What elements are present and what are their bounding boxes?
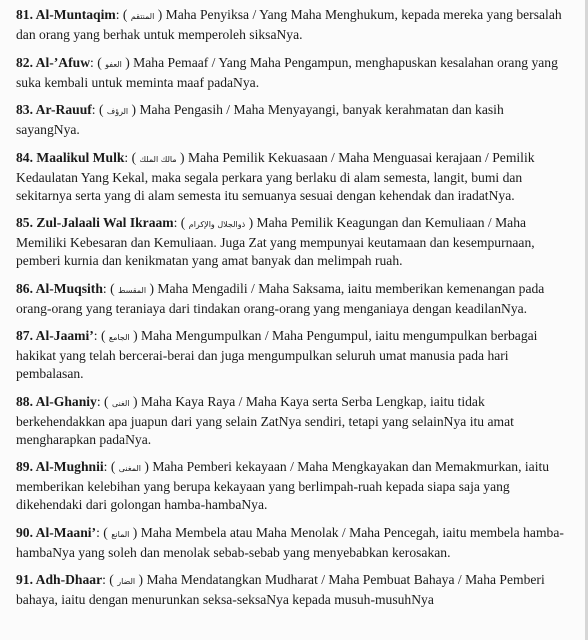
entry-name: Zul-Jalaali Wal Ikraam <box>36 215 174 230</box>
entry-title <box>16 394 97 409</box>
entry-description: Maha Membela atau Maha Menolak / Maha Pencegah, iaitu membela hamba-hambaNya yang soleh dan menolak sebab-sebab yang menyebabkan kerosakan. <box>16 524 564 560</box>
entry-name: Ar-Rauuf <box>35 102 92 117</box>
arabic-name: ذوالجلال والإكرام <box>188 220 246 229</box>
entry-title <box>16 55 90 70</box>
entry-title <box>16 328 94 343</box>
entry-number: 88. <box>16 393 33 409</box>
entry-number: 91. <box>16 572 33 587</box>
entry-name: Adh-Dhaar <box>35 572 103 587</box>
entry-number: 87. <box>16 328 33 343</box>
entry-description: Maha Pengasih / Maha Menyayangi, banyak kerahmatan dan kasih sayangNya. <box>16 102 504 137</box>
entry-title <box>16 572 102 587</box>
entry-number: 89. <box>16 459 33 474</box>
arabic-name: الجامع <box>108 333 130 342</box>
arabic-name: مالك الملك <box>139 154 177 164</box>
entry-description: Maha Mendatangkan Mudharat / Maha Pembuat Bahaya / Maha Pemberi bahaya, iaitu dengan menurunkan seksa-seksaNya kepada musuh-musuhNya <box>16 572 545 607</box>
entry-description: Maha Pemberi kekayaan / Maha Mengkayakan dan Memakmurkan, iaitu memberikan kelebihan yang berupa kekayaan yang berlimpah-ruah kepada siapa saja yang dikehendaki dari golongan hamba-hambaNya. <box>16 459 550 512</box>
entry-title <box>16 7 116 22</box>
entry-title <box>16 150 124 165</box>
entry-description: Maha Mengumpulkan / Maha Pengumpul, iaitu mengumpulkan berbagai hakikat yang telah bercerai-berai dan juga mengumpulkan seluruh umat manusia pada hari pembalasan. <box>16 328 538 381</box>
list-item: 87. Al-Jaami’: ( الجامع ) Maha Mengumpulkan / Maha Pengumpul, iaitu mengumpulkan berbagai hakikat yang telah bercerai-berai dan juga mengumpulkan seluruh umat manusia pada hari pembalasan. <box>16 328 538 381</box>
entry-description: Maha Penyiksa / Yang Maha Menghukum, kepada mereka yang bersalah dan orang yang berhak untuk memperoleh siksaNya. <box>16 7 562 42</box>
entry-name: Maalikul Mulk <box>36 149 125 165</box>
entry-description: Maha Pemaaf / Yang Maha Pengampun, menghapuskan kesalahan orang yang suka kembali untuk meminta maaf padaNya. <box>16 54 558 90</box>
entry-name: Al-Mughnii <box>35 459 104 474</box>
list-item: 85. Zul-Jalaali Wal Ikraam: ( ذوالجلال والإكرام ) Maha Pemilik Keagungan dan Kemuliaan / Maha Memiliki Kebesaran dan Kemuliaan. Juga Zat yang mempunyai keutamaan dan kesempurnaan, pemberi kurnia dan kenikmatan yang amat banyak dan melimpah ruah. <box>16 215 535 268</box>
list-item: 84. Maalikul Mulk: ( مالك الملك ) Maha Pemilik Kekuasaan / Maha Menguasai kerajaan / Pemilik Kedaulatan Yang Kekal, maka segala perkara yang berlaku di alam semesta, langit, bumi dan sekitarnya serta yang di alam semesta itu semuanya sesuai dengan kehendak dan iradatNya. <box>16 149 535 203</box>
entry-name: Al-Maani’ <box>35 524 97 540</box>
entry-description: Maha Mengadili / Maha Saksama, iaitu memberikan kemenangan pada orang-orang yang teraniaya dari tindakan orang-orang yang menganiaya dengan keadilanNya. <box>16 280 545 316</box>
entry-number: 86. <box>16 280 33 296</box>
list-item: 86. Al-Muqsith: ( المقسط ) Maha Mengadili / Maha Saksama, iaitu memberikan kemenangan pada orang-orang yang teraniaya dari tindakan orang-orang yang menganiaya dengan keadilanNya. <box>16 280 545 316</box>
list-item: 83. Ar-Rauuf: ( الرؤف ) Maha Pengasih / Maha Menyayangi, banyak kerahmatan dan kasih sayangNya. <box>16 102 504 137</box>
entry-number: 83. <box>16 102 33 117</box>
entry-title <box>16 281 103 296</box>
entry-description: Maha Kaya Raya / Maha Kaya serta Serba Lengkap, iaitu tidak berkehendakkan apa juapun dari yang selain ZatNya sendiri, tetapi yang selainNya itu amat mengharapkan padaNya. <box>16 393 514 447</box>
entry-title <box>16 459 104 474</box>
arabic-name: المانع <box>111 529 130 539</box>
entry-number: 82. <box>16 54 33 70</box>
list-item: 89. Al-Mughnii: ( المغنى ) Maha Pemberi kekayaan / Maha Mengkayakan dan Memakmurkan, iaitu memberikan kelebihan yang berupa kekayaan yang berlimpah-ruah kepada siapa saja yang dikehendaki dari golongan hamba-hambaNya. <box>16 459 550 512</box>
arabic-name: المقسط <box>118 285 147 295</box>
arabic-name: الغنى <box>111 398 130 408</box>
entry-name: Al-Ghaniy <box>35 393 97 409</box>
list-item: 81. Al-Muntaqim: ( المنتقم ) Maha Penyiksa / Yang Maha Menghukum, kepada mereka yang bersalah dan orang yang berhak untuk memperoleh siksaNya. <box>16 7 562 42</box>
arabic-name: الضار <box>117 577 136 586</box>
entry-description: Maha Pemilik Kekuasaan / Maha Menguasai kerajaan / Pemilik Kedaulatan Yang Kekal, maka segala perkara yang berlaku di alam semesta, langit, bumi dan sekitarnya serta yang di alam semesta itu semuanya sesuai dengan kehendak dan iradatNya. <box>16 149 535 203</box>
entry-number: 90. <box>16 524 33 540</box>
arabic-name: الرؤف <box>106 107 129 116</box>
entry-description: Maha Pemilik Keagungan dan Kemuliaan / Maha Memiliki Kebesaran dan Kemuliaan. Juga Zat yang mempunyai keutamaan dan kesempurnaan, pemberi kurnia dan kenikmatan yang amat banyak dan melimpah ruah. <box>16 215 535 268</box>
arabic-name: العفو <box>105 59 122 69</box>
arabic-name: المنتقم <box>130 12 155 21</box>
entry-title <box>16 215 174 230</box>
entry-name: Al-Jaami’ <box>35 328 94 343</box>
entry-name: Al-Muqsith <box>35 280 103 296</box>
entry-name: Al-Muntaqim <box>35 7 116 22</box>
list-item: 91. Adh-Dhaar: ( الضار ) Maha Mendatangkan Mudharat / Maha Pembuat Bahaya / Maha Pemberi bahaya, iaitu dengan menurunkan seksa-seksaNya kepada musuh-musuhNya <box>16 572 545 607</box>
entry-title <box>16 102 92 117</box>
entry-title <box>16 525 96 540</box>
entry-number: 85. <box>16 215 33 230</box>
entry-number: 84. <box>16 149 33 165</box>
entry-name: Al-’Afuw <box>35 54 91 70</box>
list-item: 88. Al-Ghaniy: ( الغنى ) Maha Kaya Raya / Maha Kaya serta Serba Lengkap, iaitu tidak berkehendakkan apa juapun dari yang selain ZatNya sendiri, tetapi yang selainNya itu amat mengharapkan padaNya. <box>16 393 514 447</box>
list-item: 82. Al-’Afuw: ( العفو ) Maha Pemaaf / Yang Maha Pengampun, menghapuskan kesalahan orang yang suka kembali untuk meminta maaf padaNya. <box>16 54 558 90</box>
entry-number: 81. <box>16 7 33 22</box>
list-item: 90. Al-Maani’: ( المانع ) Maha Membela atau Maha Menolak / Maha Pencegah, iaitu membela hamba-hambaNya yang soleh dan menolak sebab-sebab yang menyebabkan kerosakan. <box>16 524 564 560</box>
arabic-name: المغنى <box>118 464 141 473</box>
